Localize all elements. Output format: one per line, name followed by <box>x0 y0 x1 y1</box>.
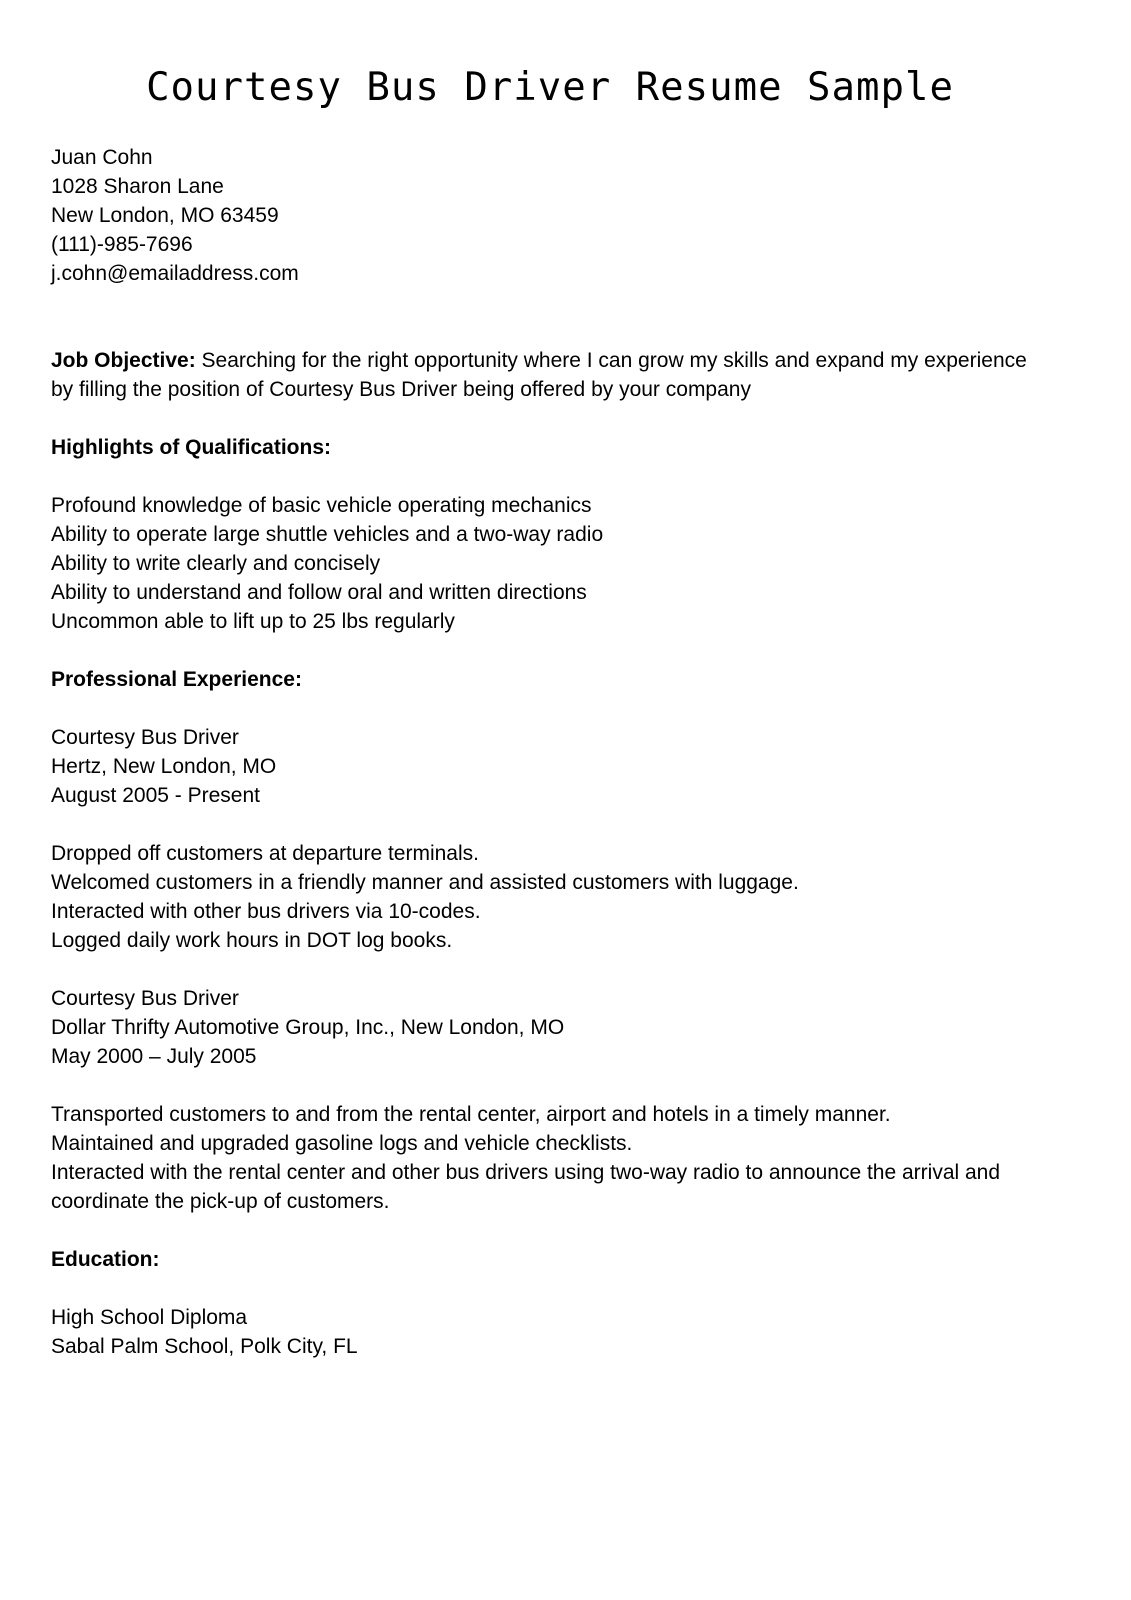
job-duty: Logged daily work hours in DOT log books. <box>51 929 453 952</box>
job-company: Hertz, New London, MO <box>51 755 277 778</box>
job-company: Dollar Thrifty Automotive Group, Inc., New London, MO <box>51 1016 565 1039</box>
list-item: Profound knowledge of basic vehicle operating mechanics <box>51 494 592 517</box>
job-entry <box>51 984 1051 1216</box>
job-title: Courtesy Bus Driver <box>51 726 239 749</box>
job-title: Courtesy Bus Driver <box>51 987 239 1010</box>
job-duty: Transported customers to and from the rental center, airport and hotels in a timely manner. <box>51 1103 891 1126</box>
contact-phone: (111)-985-7696 <box>51 233 193 256</box>
job-duty: Maintained and upgraded gasoline logs and vehicle checklists. <box>51 1132 633 1155</box>
job-duty: Welcomed customers in a friendly manner and assisted customers with luggage. <box>51 871 799 894</box>
job-dates: August 2005 - Present <box>51 784 260 807</box>
job-duty: Interacted with other bus drivers via 10-codes. <box>51 900 481 923</box>
list-item: Ability to understand and follow oral and written directions <box>51 581 587 604</box>
objective-text: Searching for the right opportunity where I can grow my skills and expand my experience by filling the position of Courtesy Bus Driver being offered by your company <box>51 349 1027 401</box>
qualifications-list <box>51 491 1051 636</box>
job-duty: Interacted with the rental center and other bus drivers using two-way radio to announce the arrival and coordinate the pick-up of customers. <box>51 1161 1001 1213</box>
education-heading: Education: <box>51 1248 160 1271</box>
job-dates: May 2000 – July 2005 <box>51 1045 257 1068</box>
qualifications-heading: Highlights of Qualifications: <box>51 436 331 459</box>
objective-label: Job Objective: <box>51 349 196 372</box>
list-item: Ability to write clearly and concisely <box>51 552 381 575</box>
job-duty: Dropped off customers at departure terminals. <box>51 842 479 865</box>
job-objective <box>51 346 1051 404</box>
contact-name: Juan Cohn <box>51 146 153 169</box>
contact-city: New London, MO 63459 <box>51 204 279 227</box>
page-title: Courtesy Bus Driver Resume Sample <box>146 65 954 110</box>
education-degree: High School Diploma <box>51 1306 248 1329</box>
job-entry <box>51 723 1051 955</box>
experience-heading: Professional Experience: <box>51 668 302 691</box>
education-block <box>51 1303 1051 1361</box>
contact-street: 1028 Sharon Lane <box>51 175 224 198</box>
list-item: Uncommon able to lift up to 25 lbs regularly <box>51 610 455 633</box>
contact-email: j.cohn@emailaddress.com <box>51 262 299 285</box>
contact-block <box>51 143 1051 288</box>
education-school: Sabal Palm School, Polk City, FL <box>51 1335 358 1358</box>
list-item: Ability to operate large shuttle vehicles and a two-way radio <box>51 523 604 546</box>
resume-body <box>51 143 1051 1361</box>
